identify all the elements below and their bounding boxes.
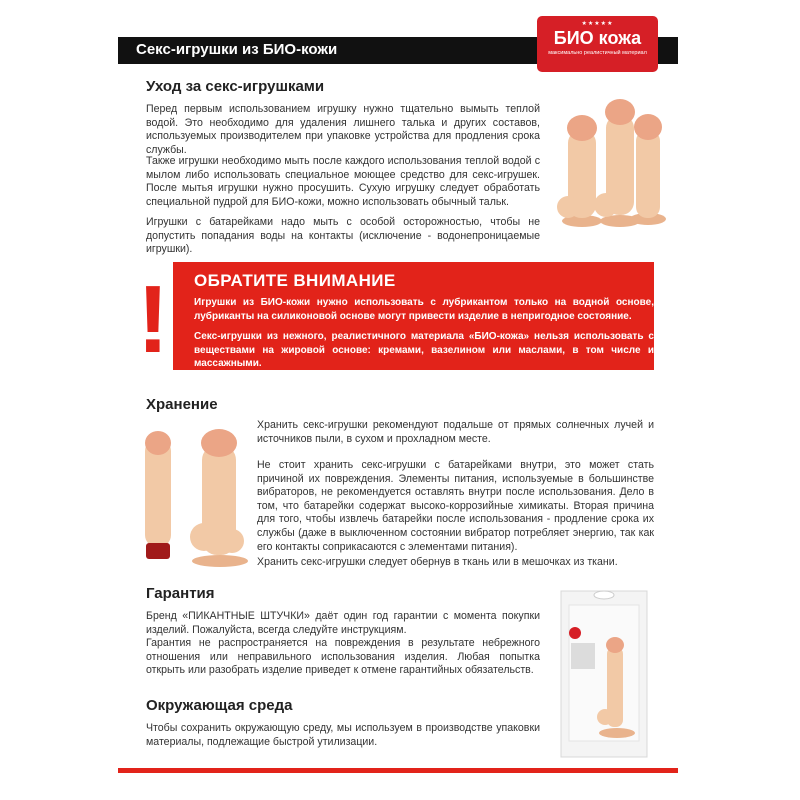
warning-paragraph-1: Игрушки из БИО-кожи нужно использовать с лубрикантом только на водной основе, лубриканты на силиконовой основе могут привести изделие в непригодное состояние. <box>194 297 654 322</box>
logo-brand: БИО кожа <box>553 28 642 48</box>
warning-title: ОБРАТИТЕ ВНИМАНИЕ <box>194 271 396 290</box>
dildo-toy <box>190 429 248 567</box>
storage-paragraph-1: Хранить секс-игрушки рекомендуют подальше от прямых солнечных лучей и источников пыли, в сухом и прохладном месте. <box>257 419 654 445</box>
care-heading: Уход за секс-игрушками <box>146 78 325 95</box>
product-image-two-toys <box>140 425 252 570</box>
storage-paragraph-2: Не стоит хранить секс-игрушки с батарейками внутри, это может стать причиной их повреждения. Элементы питания, используемые в большинстве вибраторов, не рекомендуется оставлять внутри после использования. Дело в том, что батарейки содержат высоко-коррозийные химикаты. Вторая причина для того, чтобы извлечь батарейки после использования - продление срока их службы (даже в выключенном состоянии вибратор потребляет энергию, так как его контакты соприкасаются с элементами питания). <box>257 459 654 553</box>
warranty-paragraph-2: Гарантия не распространяется на повреждения в результате небрежного отношения или неправильного использования изделия. Любая попытка открыть или разобрать изделие приведет к отмене гарантийных обязательств. <box>146 637 540 677</box>
toy-middle <box>594 99 640 227</box>
logo-subtitle: максимально реалистичный материал <box>548 50 647 56</box>
care-paragraph-3: Игрушки с батарейками надо мыть с особой осторожностью, чтобы не допустить попадания воды на контакты (исключение - водонепроницаемые игрушки). <box>146 216 540 256</box>
page-title: Секс-игрушки из БИО-кожи <box>136 41 338 58</box>
care-paragraph-2: Также игрушки необходимо мыть после каждого использования теплой водой с мылом либо использовать специальное моющее средство для секс-игрушек. После мытья игрушки нужно просушить. Сухую игрушку следует обработать специальной пудрой для БИО-кожи, можно использовать обычный тальк. <box>146 155 540 208</box>
storage-heading: Хранение <box>146 396 218 413</box>
environment-heading: Окружающая среда <box>146 697 293 714</box>
warranty-paragraph-1: Бренд «ПИКАНТНЫЕ ШТУЧКИ» даёт один год гарантии с момента покупки изделий. Пожалуйста, всегда следуйте инструкциям. <box>146 610 540 636</box>
vibrator-toy <box>145 431 171 559</box>
environment-paragraph-1: Чтобы сохранить окружающую среду, мы используем в производстве упаковки материалы, подлежащие быстрой утилизации. <box>146 722 540 748</box>
product-box-image <box>555 585 655 760</box>
footer-divider <box>118 768 678 773</box>
warning-exclamation-icon: ! <box>137 266 169 373</box>
warranty-heading: Гарантия <box>146 585 215 602</box>
product-image-three-toys <box>552 95 670 230</box>
storage-paragraph-3: Хранить секс-игрушки следует обернув в ткань или в мешочках из ткани. <box>257 556 618 568</box>
warning-paragraph-2: Секс-игрушки из нежного, реалистичного материала «БИО-кожа» нельзя использовать с веществами на жировой основе: кремами, вазелином или маслами, в том числе и массажными. <box>194 331 654 369</box>
bio-skin-logo <box>537 16 658 72</box>
care-paragraph-1: Перед первым использованием игрушку нужно тщательно вымыть теплой водой. Это необходимо для удаления лишнего талька и других составов, используемых производителем при упаковке устройства для продления срока службы. <box>146 103 540 156</box>
toy-right <box>630 114 666 225</box>
logo-stars: ★★★★★ <box>581 21 614 27</box>
